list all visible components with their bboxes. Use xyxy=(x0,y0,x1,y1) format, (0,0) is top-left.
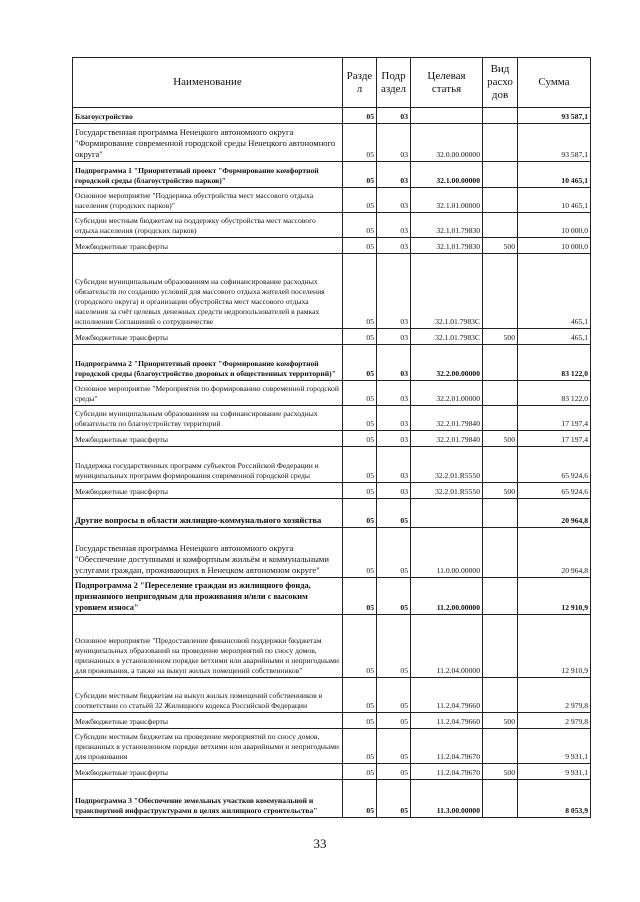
table-row xyxy=(73,528,591,578)
cell-subsection: 03 xyxy=(377,213,411,238)
cell-subsection: 03 xyxy=(377,406,411,431)
cell-amount: 2 979,8 xyxy=(518,713,591,729)
cell-name: Межбюджетные трансферты xyxy=(73,238,343,254)
cell-subsection: 03 xyxy=(377,254,411,329)
cell-target: 32.1.01.7983C xyxy=(411,254,483,329)
table-header-row xyxy=(73,58,591,108)
cell-expense-type xyxy=(483,188,518,213)
cell-amount: 9 931,1 xyxy=(518,764,591,780)
cell-target: 32.2.01.R5550 xyxy=(411,483,483,499)
table-row xyxy=(73,713,591,729)
table-row xyxy=(73,124,591,162)
cell-subsection: 03 xyxy=(377,431,411,447)
cell-expense-type xyxy=(483,213,518,238)
table-body xyxy=(73,108,591,818)
cell-amount: 83 122,0 xyxy=(518,345,591,381)
cell-expense-type: 500 xyxy=(483,238,518,254)
cell-section: 05 xyxy=(343,108,377,124)
cell-subsection: 03 xyxy=(377,447,411,483)
cell-subsection: 03 xyxy=(377,188,411,213)
cell-name: Субсидии местным бюджетам на выкуп жилых помещений собственников в соответствии со статьёй 32 Жилищного кодекса Российской Федерации xyxy=(73,678,343,713)
cell-subsection: 05 xyxy=(377,764,411,780)
cell-target: 11.2.00.00000 xyxy=(411,578,483,615)
cell-target: 11.2.04.79670 xyxy=(411,729,483,764)
cell-name: Подпрограмма 2 "Приоритетный проект "Формирование комфортной городской среды (благоустройство дворовых и общественных территорий)" xyxy=(73,345,343,381)
cell-amount: 10 465,1 xyxy=(518,162,591,188)
cell-expense-type xyxy=(483,108,518,124)
table-row xyxy=(73,254,591,329)
cell-section: 05 xyxy=(343,483,377,499)
cell-section: 05 xyxy=(343,447,377,483)
cell-target: 32.0.00.00000 xyxy=(411,124,483,162)
cell-amount: 83 122,0 xyxy=(518,381,591,406)
cell-name: Государственная программа Ненецкого автономного округа "Обеспечение доступными и комфортным жильём и коммунальными услугами граждан, проживающих в Ненецком автономном округе" xyxy=(73,528,343,578)
cell-target: 11.0.00.00000 xyxy=(411,528,483,578)
cell-amount: 9 931,1 xyxy=(518,729,591,764)
cell-section: 05 xyxy=(343,431,377,447)
table-row xyxy=(73,678,591,713)
cell-expense-type: 500 xyxy=(483,431,518,447)
cell-expense-type: 500 xyxy=(483,329,518,345)
cell-subsection: 05 xyxy=(377,578,411,615)
cell-subsection: 05 xyxy=(377,678,411,713)
cell-name: Поддержка государственных программ субъектов Российской Федерации и муниципальных программ формирования современной городской среды xyxy=(73,447,343,483)
cell-section: 05 xyxy=(343,713,377,729)
cell-subsection: 05 xyxy=(377,499,411,528)
table-row xyxy=(73,431,591,447)
cell-section: 05 xyxy=(343,615,377,678)
cell-amount: 12 910,9 xyxy=(518,578,591,615)
cell-section: 05 xyxy=(343,124,377,162)
table-row xyxy=(73,345,591,381)
table-row xyxy=(73,238,591,254)
table-row xyxy=(73,499,591,528)
cell-amount: 17 197,4 xyxy=(518,431,591,447)
cell-expense-type xyxy=(483,447,518,483)
cell-expense-type xyxy=(483,528,518,578)
cell-expense-type xyxy=(483,729,518,764)
table-row xyxy=(73,729,591,764)
cell-target: 11.2.04.79660 xyxy=(411,678,483,713)
cell-section: 05 xyxy=(343,729,377,764)
cell-expense-type: 500 xyxy=(483,483,518,499)
cell-name: Государственная программа Ненецкого автономного округа "Формирование современной городской среды Ненецкого автономного округа" xyxy=(73,124,343,162)
table-row xyxy=(73,615,591,678)
cell-name: Межбюджетные трансферты xyxy=(73,713,343,729)
cell-target: 32.2.01.R5550 xyxy=(411,447,483,483)
cell-name: Межбюджетные трансферты xyxy=(73,483,343,499)
cell-name: Основное мероприятие "Предоставление финансовой поддержки бюджетам муниципальных образований на проведение мероприятий по сносу домов, признанных в установленном порядке ветхими или аварийными и непригодными для проживания, а также на выкуп жилых помещений собственников" xyxy=(73,615,343,678)
cell-expense-type xyxy=(483,615,518,678)
cell-name: Основное мероприятие "Мероприятия по формированию современной городской среды" xyxy=(73,381,343,406)
cell-section: 05 xyxy=(343,764,377,780)
header-section: Разде л xyxy=(343,58,377,108)
cell-subsection: 03 xyxy=(377,124,411,162)
table-row xyxy=(73,780,591,818)
cell-expense-type xyxy=(483,124,518,162)
cell-amount: 65 924,6 xyxy=(518,483,591,499)
cell-section: 05 xyxy=(343,528,377,578)
cell-target xyxy=(411,499,483,528)
cell-subsection: 05 xyxy=(377,615,411,678)
cell-expense-type xyxy=(483,162,518,188)
table-row xyxy=(73,764,591,780)
cell-subsection: 05 xyxy=(377,729,411,764)
header-name: Наименование xyxy=(73,58,343,108)
cell-target: 32.2.00.00000 xyxy=(411,345,483,381)
cell-subsection: 03 xyxy=(377,162,411,188)
cell-target: 32.2.01.79840 xyxy=(411,406,483,431)
table-row xyxy=(73,213,591,238)
cell-name: Субсидии муниципальным образованиям на софинансирование расходных обязательств по благоустройству территорий xyxy=(73,406,343,431)
cell-section: 05 xyxy=(343,254,377,329)
cell-section: 05 xyxy=(343,329,377,345)
page-number: 33 xyxy=(313,836,327,851)
cell-expense-type xyxy=(483,381,518,406)
header-amount: Сумма xyxy=(518,58,591,108)
cell-amount: 465,1 xyxy=(518,329,591,345)
cell-section: 05 xyxy=(343,238,377,254)
table-row xyxy=(73,162,591,188)
cell-section: 05 xyxy=(343,162,377,188)
cell-amount: 65 924,6 xyxy=(518,447,591,483)
cell-expense-type xyxy=(483,254,518,329)
cell-target: 32.1.00.00000 xyxy=(411,162,483,188)
table-row xyxy=(73,381,591,406)
cell-expense-type xyxy=(483,678,518,713)
table-row xyxy=(73,108,591,124)
cell-expense-type xyxy=(483,780,518,818)
cell-subsection: 03 xyxy=(377,238,411,254)
cell-expense-type: 500 xyxy=(483,764,518,780)
header-target: Целевая статья xyxy=(411,58,483,108)
cell-section: 05 xyxy=(343,678,377,713)
cell-section: 05 xyxy=(343,213,377,238)
cell-name: Межбюджетные трансферты xyxy=(73,329,343,345)
cell-name: Благоустройство xyxy=(73,108,343,124)
cell-section: 05 xyxy=(343,406,377,431)
cell-target: 32.1.01.00000 xyxy=(411,188,483,213)
cell-section: 05 xyxy=(343,780,377,818)
cell-name: Межбюджетные трансферты xyxy=(73,764,343,780)
cell-amount: 10 000,0 xyxy=(518,238,591,254)
cell-subsection: 05 xyxy=(377,780,411,818)
cell-target: 11.2.04.79660 xyxy=(411,713,483,729)
header-expense-type: Вид расхо дов xyxy=(483,58,518,108)
cell-subsection: 03 xyxy=(377,483,411,499)
cell-section: 05 xyxy=(343,345,377,381)
cell-target xyxy=(411,108,483,124)
cell-name: Межбюджетные трансферты xyxy=(73,431,343,447)
cell-amount: 465,1 xyxy=(518,254,591,329)
cell-subsection: 03 xyxy=(377,329,411,345)
cell-section: 05 xyxy=(343,188,377,213)
cell-target: 11.2.04.79670 xyxy=(411,764,483,780)
cell-amount: 20 964,8 xyxy=(518,528,591,578)
table-row xyxy=(73,188,591,213)
budget-table xyxy=(72,57,591,818)
cell-amount: 17 197,4 xyxy=(518,406,591,431)
table-row xyxy=(73,578,591,615)
table-row xyxy=(73,329,591,345)
cell-amount: 10 465,1 xyxy=(518,188,591,213)
cell-name: Субсидии местным бюджетам на проведение мероприятий по сносу домов, признанных в установленном порядке ветхими или аварийными и непригодными для проживания xyxy=(73,729,343,764)
cell-section: 05 xyxy=(343,578,377,615)
cell-amount: 12 910,9 xyxy=(518,615,591,678)
cell-name: Субсидии муниципальным образованиям на софинансирование расходных обязательств по созданию условий для массового отдыха жителей поселения (городского округа) и организации обустройства мест массового отдыха населения за счёт целевых денежных средств недропользователей в рамках исполнения Соглашений о сотрудничестве xyxy=(73,254,343,329)
cell-amount: 10 000,0 xyxy=(518,213,591,238)
cell-name: Подпрограмма 2 "Переселение граждан из жилищного фонда, признанного непригодным для проживания и/или с высоким уровнем износа" xyxy=(73,578,343,615)
cell-amount: 93 587,1 xyxy=(518,108,591,124)
cell-target: 32.2.01.00000 xyxy=(411,381,483,406)
cell-amount: 20 964,8 xyxy=(518,499,591,528)
cell-target: 32.1.01.79830 xyxy=(411,213,483,238)
header-subsection: Подр аздел xyxy=(377,58,411,108)
cell-target: 32.1.01.7983C xyxy=(411,329,483,345)
cell-name: Субсидии местным бюджетам на поддержку обустройства мест массового отдыха населения (городских парков) xyxy=(73,213,343,238)
table-row xyxy=(73,447,591,483)
cell-name: Подпрограмма 1 "Приоритетный проект "Формирование комфортной городской среды (благоустройство парков)" xyxy=(73,162,343,188)
cell-target: 32.1.01.79830 xyxy=(411,238,483,254)
cell-subsection: 03 xyxy=(377,345,411,381)
cell-subsection: 05 xyxy=(377,528,411,578)
cell-target: 11.2.04.00000 xyxy=(411,615,483,678)
cell-expense-type: 500 xyxy=(483,713,518,729)
cell-amount: 2 979,8 xyxy=(518,678,591,713)
cell-target: 32.2.01.79840 xyxy=(411,431,483,447)
cell-expense-type xyxy=(483,406,518,431)
cell-subsection: 03 xyxy=(377,108,411,124)
cell-subsection: 03 xyxy=(377,381,411,406)
table-row xyxy=(73,406,591,431)
cell-expense-type xyxy=(483,345,518,381)
cell-section: 05 xyxy=(343,381,377,406)
cell-name: Подпрограмма 3 "Обеспечение земельных участков коммунальной и транспортной инфраструктурами в целях жилищного строительства" xyxy=(73,780,343,818)
cell-amount: 8 053,9 xyxy=(518,780,591,818)
table-row xyxy=(73,483,591,499)
cell-name: Другие вопросы в области жилищно-коммунального хозяйства xyxy=(73,499,343,528)
cell-amount: 93 587,1 xyxy=(518,124,591,162)
cell-target: 11.3.00.00000 xyxy=(411,780,483,818)
cell-section: 05 xyxy=(343,499,377,528)
cell-expense-type xyxy=(483,499,518,528)
cell-expense-type xyxy=(483,578,518,615)
cell-subsection: 05 xyxy=(377,713,411,729)
cell-name: Основное мероприятие "Поддержка обустройства мест массового отдыха населения (городских парков)" xyxy=(73,188,343,213)
